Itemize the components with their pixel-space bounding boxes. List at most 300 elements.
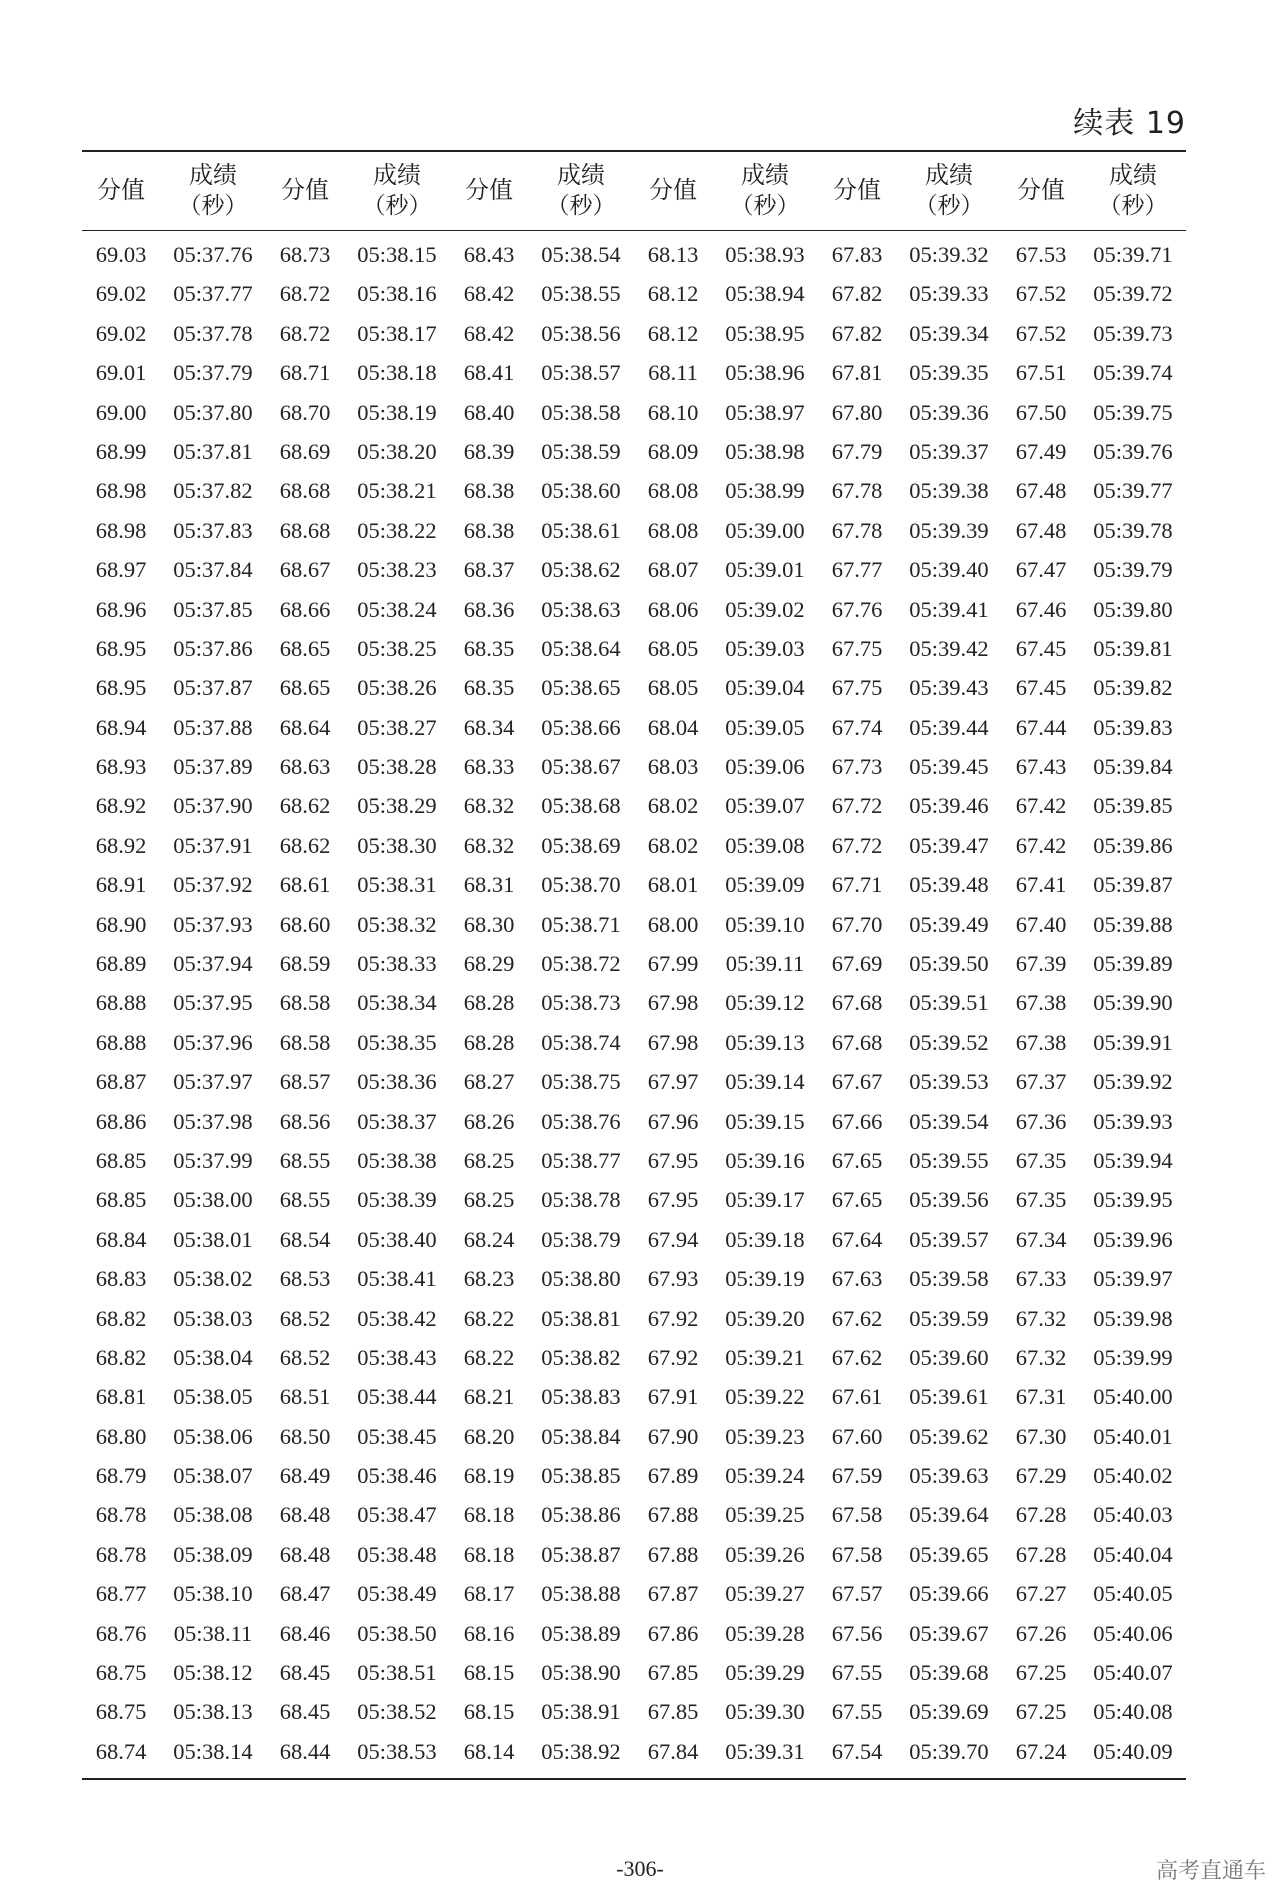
time-cell: 05:40.09 — [1093, 1738, 1173, 1764]
score-cell: 67.45 — [1015, 675, 1067, 701]
score-cell: 67.65 — [831, 1187, 883, 1213]
time-cell: 05:39.50 — [909, 951, 989, 977]
score-cell: 67.62 — [831, 1305, 883, 1331]
table-row — [82, 1338, 1186, 1377]
table-row — [82, 393, 1186, 432]
score-cell: 67.84 — [647, 1738, 699, 1764]
time-cell: 05:39.38 — [909, 478, 989, 504]
header-score: 分值 — [1017, 176, 1065, 205]
score-cell: 67.72 — [831, 832, 883, 858]
time-cell: 05:37.92 — [173, 872, 253, 898]
table-row — [82, 1259, 1186, 1298]
score-table — [82, 152, 1186, 230]
time-cell: 05:39.87 — [1093, 872, 1173, 898]
score-cell: 68.69 — [279, 438, 331, 464]
time-cell: 05:39.51 — [909, 990, 989, 1016]
score-cell: 67.83 — [831, 241, 883, 267]
header-time — [344, 152, 450, 230]
score-cell: 68.74 — [95, 1738, 147, 1764]
time-cell: 05:38.44 — [357, 1384, 437, 1410]
time-cell: 05:38.38 — [357, 1147, 437, 1173]
time-cell: 05:38.61 — [541, 517, 621, 543]
score-cell: 68.85 — [95, 1187, 147, 1213]
header-score: 分值 — [833, 176, 881, 205]
header-time-label: 成绩 — [557, 161, 605, 190]
time-cell: 05:39.61 — [909, 1384, 989, 1410]
time-cell: 05:37.82 — [173, 478, 253, 504]
table-row — [82, 353, 1186, 392]
time-cell: 05:38.56 — [541, 320, 621, 346]
score-cell: 68.65 — [279, 675, 331, 701]
time-cell: 05:39.53 — [909, 1069, 989, 1095]
time-cell: 05:38.36 — [357, 1069, 437, 1095]
score-cell: 67.98 — [647, 1029, 699, 1055]
score-cell: 67.62 — [831, 1344, 883, 1370]
time-cell: 05:40.03 — [1093, 1502, 1173, 1528]
score-cell: 67.58 — [831, 1541, 883, 1567]
time-cell: 05:39.94 — [1093, 1147, 1173, 1173]
score-cell: 69.02 — [95, 281, 147, 307]
time-cell: 05:38.27 — [357, 714, 437, 740]
time-cell: 05:39.28 — [725, 1620, 805, 1646]
time-cell: 05:37.89 — [173, 754, 253, 780]
table-row — [82, 1614, 1186, 1653]
header-time-unit: （秒） — [178, 192, 248, 219]
score-cell: 67.55 — [831, 1660, 883, 1686]
score-cell: 68.45 — [279, 1660, 331, 1686]
time-cell: 05:39.39 — [909, 517, 989, 543]
time-cell: 05:39.31 — [725, 1738, 805, 1764]
score-cell: 68.56 — [279, 1108, 331, 1134]
header-time — [160, 152, 266, 230]
time-cell: 05:39.32 — [909, 241, 989, 267]
time-cell: 05:37.90 — [173, 793, 253, 819]
time-cell: 05:37.83 — [173, 517, 253, 543]
score-cell: 68.15 — [463, 1660, 515, 1686]
score-cell: 68.07 — [647, 557, 699, 583]
table-row — [82, 590, 1186, 629]
score-cell: 68.16 — [463, 1620, 515, 1646]
score-cell: 67.66 — [831, 1108, 883, 1134]
table-row — [82, 432, 1186, 471]
header-score: 分值 — [465, 176, 513, 205]
score-cell: 67.47 — [1015, 557, 1067, 583]
score-cell: 68.72 — [279, 320, 331, 346]
time-cell: 05:40.04 — [1093, 1541, 1173, 1567]
score-cell: 68.78 — [95, 1502, 147, 1528]
time-cell: 05:40.08 — [1093, 1699, 1173, 1725]
score-cell: 67.33 — [1015, 1266, 1067, 1292]
table-row — [82, 1456, 1186, 1495]
time-cell: 05:38.47 — [357, 1502, 437, 1528]
time-cell: 05:39.30 — [725, 1699, 805, 1725]
time-cell: 05:38.82 — [541, 1344, 621, 1370]
header-time — [528, 152, 634, 230]
time-cell: 05:37.98 — [173, 1108, 253, 1134]
score-cell: 67.88 — [647, 1502, 699, 1528]
time-cell: 05:39.70 — [909, 1738, 989, 1764]
score-cell: 68.27 — [463, 1069, 515, 1095]
score-cell: 68.12 — [647, 281, 699, 307]
time-cell: 05:39.79 — [1093, 557, 1173, 583]
time-cell: 05:39.24 — [725, 1463, 805, 1489]
score-cell: 67.90 — [647, 1423, 699, 1449]
score-cell: 67.82 — [831, 320, 883, 346]
time-cell: 05:38.26 — [357, 675, 437, 701]
time-cell: 05:39.93 — [1093, 1108, 1173, 1134]
time-cell: 05:38.93 — [725, 241, 805, 267]
table-row — [82, 708, 1186, 747]
table-row — [82, 669, 1186, 708]
score-cell: 68.12 — [647, 320, 699, 346]
score-cell: 68.02 — [647, 832, 699, 858]
score-cell: 68.67 — [279, 557, 331, 583]
score-cell: 67.50 — [1015, 399, 1067, 425]
score-cell: 68.28 — [463, 990, 515, 1016]
time-cell: 05:38.70 — [541, 872, 621, 898]
score-cell: 67.95 — [647, 1187, 699, 1213]
time-cell: 05:38.65 — [541, 675, 621, 701]
score-cell: 68.55 — [279, 1147, 331, 1173]
time-cell: 05:38.21 — [357, 478, 437, 504]
score-cell: 68.35 — [463, 675, 515, 701]
score-cell: 68.38 — [463, 517, 515, 543]
time-cell: 05:39.27 — [725, 1581, 805, 1607]
time-cell: 05:38.08 — [173, 1502, 253, 1528]
header-score: 分值 — [281, 176, 329, 205]
time-cell: 05:39.84 — [1093, 754, 1173, 780]
table-row — [82, 629, 1186, 668]
time-cell: 05:39.25 — [725, 1502, 805, 1528]
score-cell: 68.91 — [95, 872, 147, 898]
score-cell: 67.79 — [831, 438, 883, 464]
score-cell: 68.25 — [463, 1147, 515, 1173]
score-cell: 67.54 — [831, 1738, 883, 1764]
score-cell: 67.93 — [647, 1266, 699, 1292]
score-cell: 67.32 — [1015, 1305, 1067, 1331]
time-cell: 05:39.14 — [725, 1069, 805, 1095]
score-cell: 68.21 — [463, 1384, 515, 1410]
score-cell: 68.94 — [95, 714, 147, 740]
score-cell: 68.85 — [95, 1147, 147, 1173]
time-cell: 05:39.37 — [909, 438, 989, 464]
time-cell: 05:38.54 — [541, 241, 621, 267]
score-cell: 67.65 — [831, 1147, 883, 1173]
table-row — [82, 944, 1186, 983]
score-cell: 68.84 — [95, 1226, 147, 1252]
time-cell: 05:38.29 — [357, 793, 437, 819]
score-cell: 68.30 — [463, 911, 515, 937]
score-cell: 68.19 — [463, 1463, 515, 1489]
score-cell: 68.32 — [463, 793, 515, 819]
time-cell: 05:38.60 — [541, 478, 621, 504]
score-cell: 67.91 — [647, 1384, 699, 1410]
score-cell: 67.75 — [831, 675, 883, 701]
time-cell: 05:38.45 — [357, 1423, 437, 1449]
time-cell: 05:39.22 — [725, 1384, 805, 1410]
table-row — [82, 787, 1186, 826]
time-cell: 05:39.89 — [1093, 951, 1173, 977]
score-cell: 67.61 — [831, 1384, 883, 1410]
table-row — [82, 1102, 1186, 1141]
score-cell: 67.95 — [647, 1147, 699, 1173]
header-time — [712, 152, 818, 230]
time-cell: 05:38.97 — [725, 399, 805, 425]
score-cell: 67.68 — [831, 990, 883, 1016]
score-cell: 67.92 — [647, 1305, 699, 1331]
time-cell: 05:37.78 — [173, 320, 253, 346]
score-cell: 68.90 — [95, 911, 147, 937]
time-cell: 05:38.72 — [541, 951, 621, 977]
score-cell: 67.74 — [831, 714, 883, 740]
time-cell: 05:39.18 — [725, 1226, 805, 1252]
score-cell: 67.36 — [1015, 1108, 1067, 1134]
score-cell: 68.40 — [463, 399, 515, 425]
score-cell: 68.66 — [279, 596, 331, 622]
table-row — [82, 1063, 1186, 1102]
time-cell: 05:38.59 — [541, 438, 621, 464]
score-cell: 67.78 — [831, 517, 883, 543]
score-cell: 68.97 — [95, 557, 147, 583]
time-cell: 05:38.88 — [541, 1581, 621, 1607]
score-cell: 67.70 — [831, 911, 883, 937]
time-cell: 05:39.91 — [1093, 1029, 1173, 1055]
score-cell: 68.24 — [463, 1226, 515, 1252]
time-cell: 05:40.05 — [1093, 1581, 1173, 1607]
time-cell: 05:38.12 — [173, 1660, 253, 1686]
score-cell: 67.34 — [1015, 1226, 1067, 1252]
time-cell: 05:38.50 — [357, 1620, 437, 1646]
header-time — [896, 152, 1002, 230]
score-cell: 68.77 — [95, 1581, 147, 1607]
table-row — [82, 747, 1186, 786]
table-row — [82, 550, 1186, 589]
score-cell: 68.10 — [647, 399, 699, 425]
score-cell: 67.86 — [647, 1620, 699, 1646]
time-cell: 05:37.80 — [173, 399, 253, 425]
time-cell: 05:38.55 — [541, 281, 621, 307]
table-row — [82, 511, 1186, 550]
table-header — [82, 152, 1186, 230]
time-cell: 05:38.66 — [541, 714, 621, 740]
time-cell: 05:39.56 — [909, 1187, 989, 1213]
score-cell: 68.82 — [95, 1344, 147, 1370]
table-row — [82, 1299, 1186, 1338]
time-cell: 05:37.96 — [173, 1029, 253, 1055]
table-row — [82, 905, 1186, 944]
time-cell: 05:37.97 — [173, 1069, 253, 1095]
score-cell: 68.96 — [95, 596, 147, 622]
score-cell: 68.48 — [279, 1541, 331, 1567]
score-cell: 67.40 — [1015, 911, 1067, 937]
time-cell: 05:38.10 — [173, 1581, 253, 1607]
time-cell: 05:38.53 — [357, 1738, 437, 1764]
score-cell: 68.63 — [279, 754, 331, 780]
time-cell: 05:39.00 — [725, 517, 805, 543]
time-cell: 05:38.02 — [173, 1266, 253, 1292]
table-row — [82, 1023, 1186, 1062]
time-cell: 05:38.19 — [357, 399, 437, 425]
time-cell: 05:38.81 — [541, 1305, 621, 1331]
score-cell: 68.64 — [279, 714, 331, 740]
score-cell: 68.82 — [95, 1305, 147, 1331]
time-cell: 05:38.57 — [541, 360, 621, 386]
time-cell: 05:40.01 — [1093, 1423, 1173, 1449]
time-cell: 05:38.04 — [173, 1344, 253, 1370]
time-cell: 05:38.63 — [541, 596, 621, 622]
time-cell: 05:39.68 — [909, 1660, 989, 1686]
score-cell: 68.33 — [463, 754, 515, 780]
score-cell: 68.35 — [463, 635, 515, 661]
time-cell: 05:38.89 — [541, 1620, 621, 1646]
time-cell: 05:38.40 — [357, 1226, 437, 1252]
score-cell: 68.83 — [95, 1266, 147, 1292]
score-cell: 67.51 — [1015, 360, 1067, 386]
time-cell: 05:39.95 — [1093, 1187, 1173, 1213]
time-cell: 05:38.09 — [173, 1541, 253, 1567]
score-cell: 68.57 — [279, 1069, 331, 1095]
time-cell: 05:39.01 — [725, 557, 805, 583]
score-cell: 68.52 — [279, 1344, 331, 1370]
score-cell: 68.15 — [463, 1699, 515, 1725]
score-cell: 67.71 — [831, 872, 883, 898]
time-cell: 05:37.93 — [173, 911, 253, 937]
score-cell: 67.38 — [1015, 1029, 1067, 1055]
time-cell: 05:40.07 — [1093, 1660, 1173, 1686]
time-cell: 05:38.32 — [357, 911, 437, 937]
score-cell: 68.88 — [95, 990, 147, 1016]
time-cell: 05:39.29 — [725, 1660, 805, 1686]
score-cell: 68.32 — [463, 832, 515, 858]
score-cell: 68.89 — [95, 951, 147, 977]
time-cell: 05:37.87 — [173, 675, 253, 701]
time-cell: 05:39.72 — [1093, 281, 1173, 307]
score-cell: 68.09 — [647, 438, 699, 464]
score-cell: 67.30 — [1015, 1423, 1067, 1449]
time-cell: 05:39.62 — [909, 1423, 989, 1449]
time-cell: 05:38.90 — [541, 1660, 621, 1686]
score-cell: 67.35 — [1015, 1147, 1067, 1173]
score-cell: 68.53 — [279, 1266, 331, 1292]
time-cell: 05:39.19 — [725, 1266, 805, 1292]
time-cell: 05:38.13 — [173, 1699, 253, 1725]
score-cell: 67.52 — [1015, 281, 1067, 307]
score-cell: 68.03 — [647, 754, 699, 780]
score-cell: 68.49 — [279, 1463, 331, 1489]
time-cell: 05:39.57 — [909, 1226, 989, 1252]
time-cell: 05:39.03 — [725, 635, 805, 661]
time-cell: 05:38.01 — [173, 1226, 253, 1252]
score-cell: 68.71 — [279, 360, 331, 386]
score-cell: 68.17 — [463, 1581, 515, 1607]
time-cell: 05:39.73 — [1093, 320, 1173, 346]
time-cell: 05:38.49 — [357, 1581, 437, 1607]
score-cell: 68.78 — [95, 1541, 147, 1567]
time-cell: 05:38.15 — [357, 241, 437, 267]
score-cell: 68.50 — [279, 1423, 331, 1449]
time-cell: 05:38.25 — [357, 635, 437, 661]
score-cell: 68.29 — [463, 951, 515, 977]
score-cell: 67.96 — [647, 1108, 699, 1134]
score-cell: 68.37 — [463, 557, 515, 583]
score-cell: 68.08 — [647, 478, 699, 504]
score-cell: 68.80 — [95, 1423, 147, 1449]
score-cell: 68.43 — [463, 241, 515, 267]
score-cell: 69.01 — [95, 360, 147, 386]
table-row — [82, 1417, 1186, 1456]
table-row — [82, 1181, 1186, 1220]
score-cell: 68.47 — [279, 1581, 331, 1607]
time-cell: 05:38.31 — [357, 872, 437, 898]
time-cell: 05:39.54 — [909, 1108, 989, 1134]
score-cell: 68.98 — [95, 478, 147, 504]
score-cell: 68.36 — [463, 596, 515, 622]
score-cell: 68.46 — [279, 1620, 331, 1646]
score-cell: 69.02 — [95, 320, 147, 346]
time-cell: 05:37.76 — [173, 241, 253, 267]
score-cell: 68.93 — [95, 754, 147, 780]
score-cell: 68.08 — [647, 517, 699, 543]
table-bottom-rule — [82, 1778, 1186, 1780]
score-cell: 68.98 — [95, 517, 147, 543]
score-cell: 68.48 — [279, 1502, 331, 1528]
time-cell: 05:38.23 — [357, 557, 437, 583]
score-cell: 68.52 — [279, 1305, 331, 1331]
time-cell: 05:39.64 — [909, 1502, 989, 1528]
time-cell: 05:39.90 — [1093, 990, 1173, 1016]
table-row — [82, 866, 1186, 905]
time-cell: 05:39.43 — [909, 675, 989, 701]
score-cell: 68.61 — [279, 872, 331, 898]
time-cell: 05:39.92 — [1093, 1069, 1173, 1095]
time-cell: 05:38.46 — [357, 1463, 437, 1489]
time-cell: 05:38.06 — [173, 1423, 253, 1449]
score-cell: 67.43 — [1015, 754, 1067, 780]
time-cell: 05:37.99 — [173, 1147, 253, 1173]
table-row — [82, 1732, 1186, 1777]
score-cell: 68.28 — [463, 1029, 515, 1055]
score-cell: 67.42 — [1015, 793, 1067, 819]
time-cell: 05:38.07 — [173, 1463, 253, 1489]
score-cell: 68.23 — [463, 1266, 515, 1292]
score-cell: 67.53 — [1015, 241, 1067, 267]
watermark: 高考直通车 — [1155, 1859, 1266, 1884]
score-cell: 68.75 — [95, 1699, 147, 1725]
header-row — [82, 152, 1186, 230]
score-cell: 67.31 — [1015, 1384, 1067, 1410]
score-cell: 68.44 — [279, 1738, 331, 1764]
time-cell: 05:39.10 — [725, 911, 805, 937]
score-cell: 67.28 — [1015, 1502, 1067, 1528]
time-cell: 05:38.16 — [357, 281, 437, 307]
score-cell: 68.60 — [279, 911, 331, 937]
score-cell: 67.25 — [1015, 1699, 1067, 1725]
score-cell: 68.95 — [95, 675, 147, 701]
time-cell: 05:38.39 — [357, 1187, 437, 1213]
score-cell: 68.00 — [647, 911, 699, 937]
score-cell: 67.25 — [1015, 1660, 1067, 1686]
score-cell: 68.42 — [463, 320, 515, 346]
time-cell: 05:39.17 — [725, 1187, 805, 1213]
header-time-label: 成绩 — [741, 161, 789, 190]
score-cell: 68.14 — [463, 1738, 515, 1764]
score-cell: 67.87 — [647, 1581, 699, 1607]
header-time-unit: （秒） — [1098, 192, 1168, 219]
score-cell: 67.89 — [647, 1463, 699, 1489]
score-cell: 68.58 — [279, 1029, 331, 1055]
score-cell: 67.48 — [1015, 478, 1067, 504]
time-cell: 05:38.30 — [357, 832, 437, 858]
